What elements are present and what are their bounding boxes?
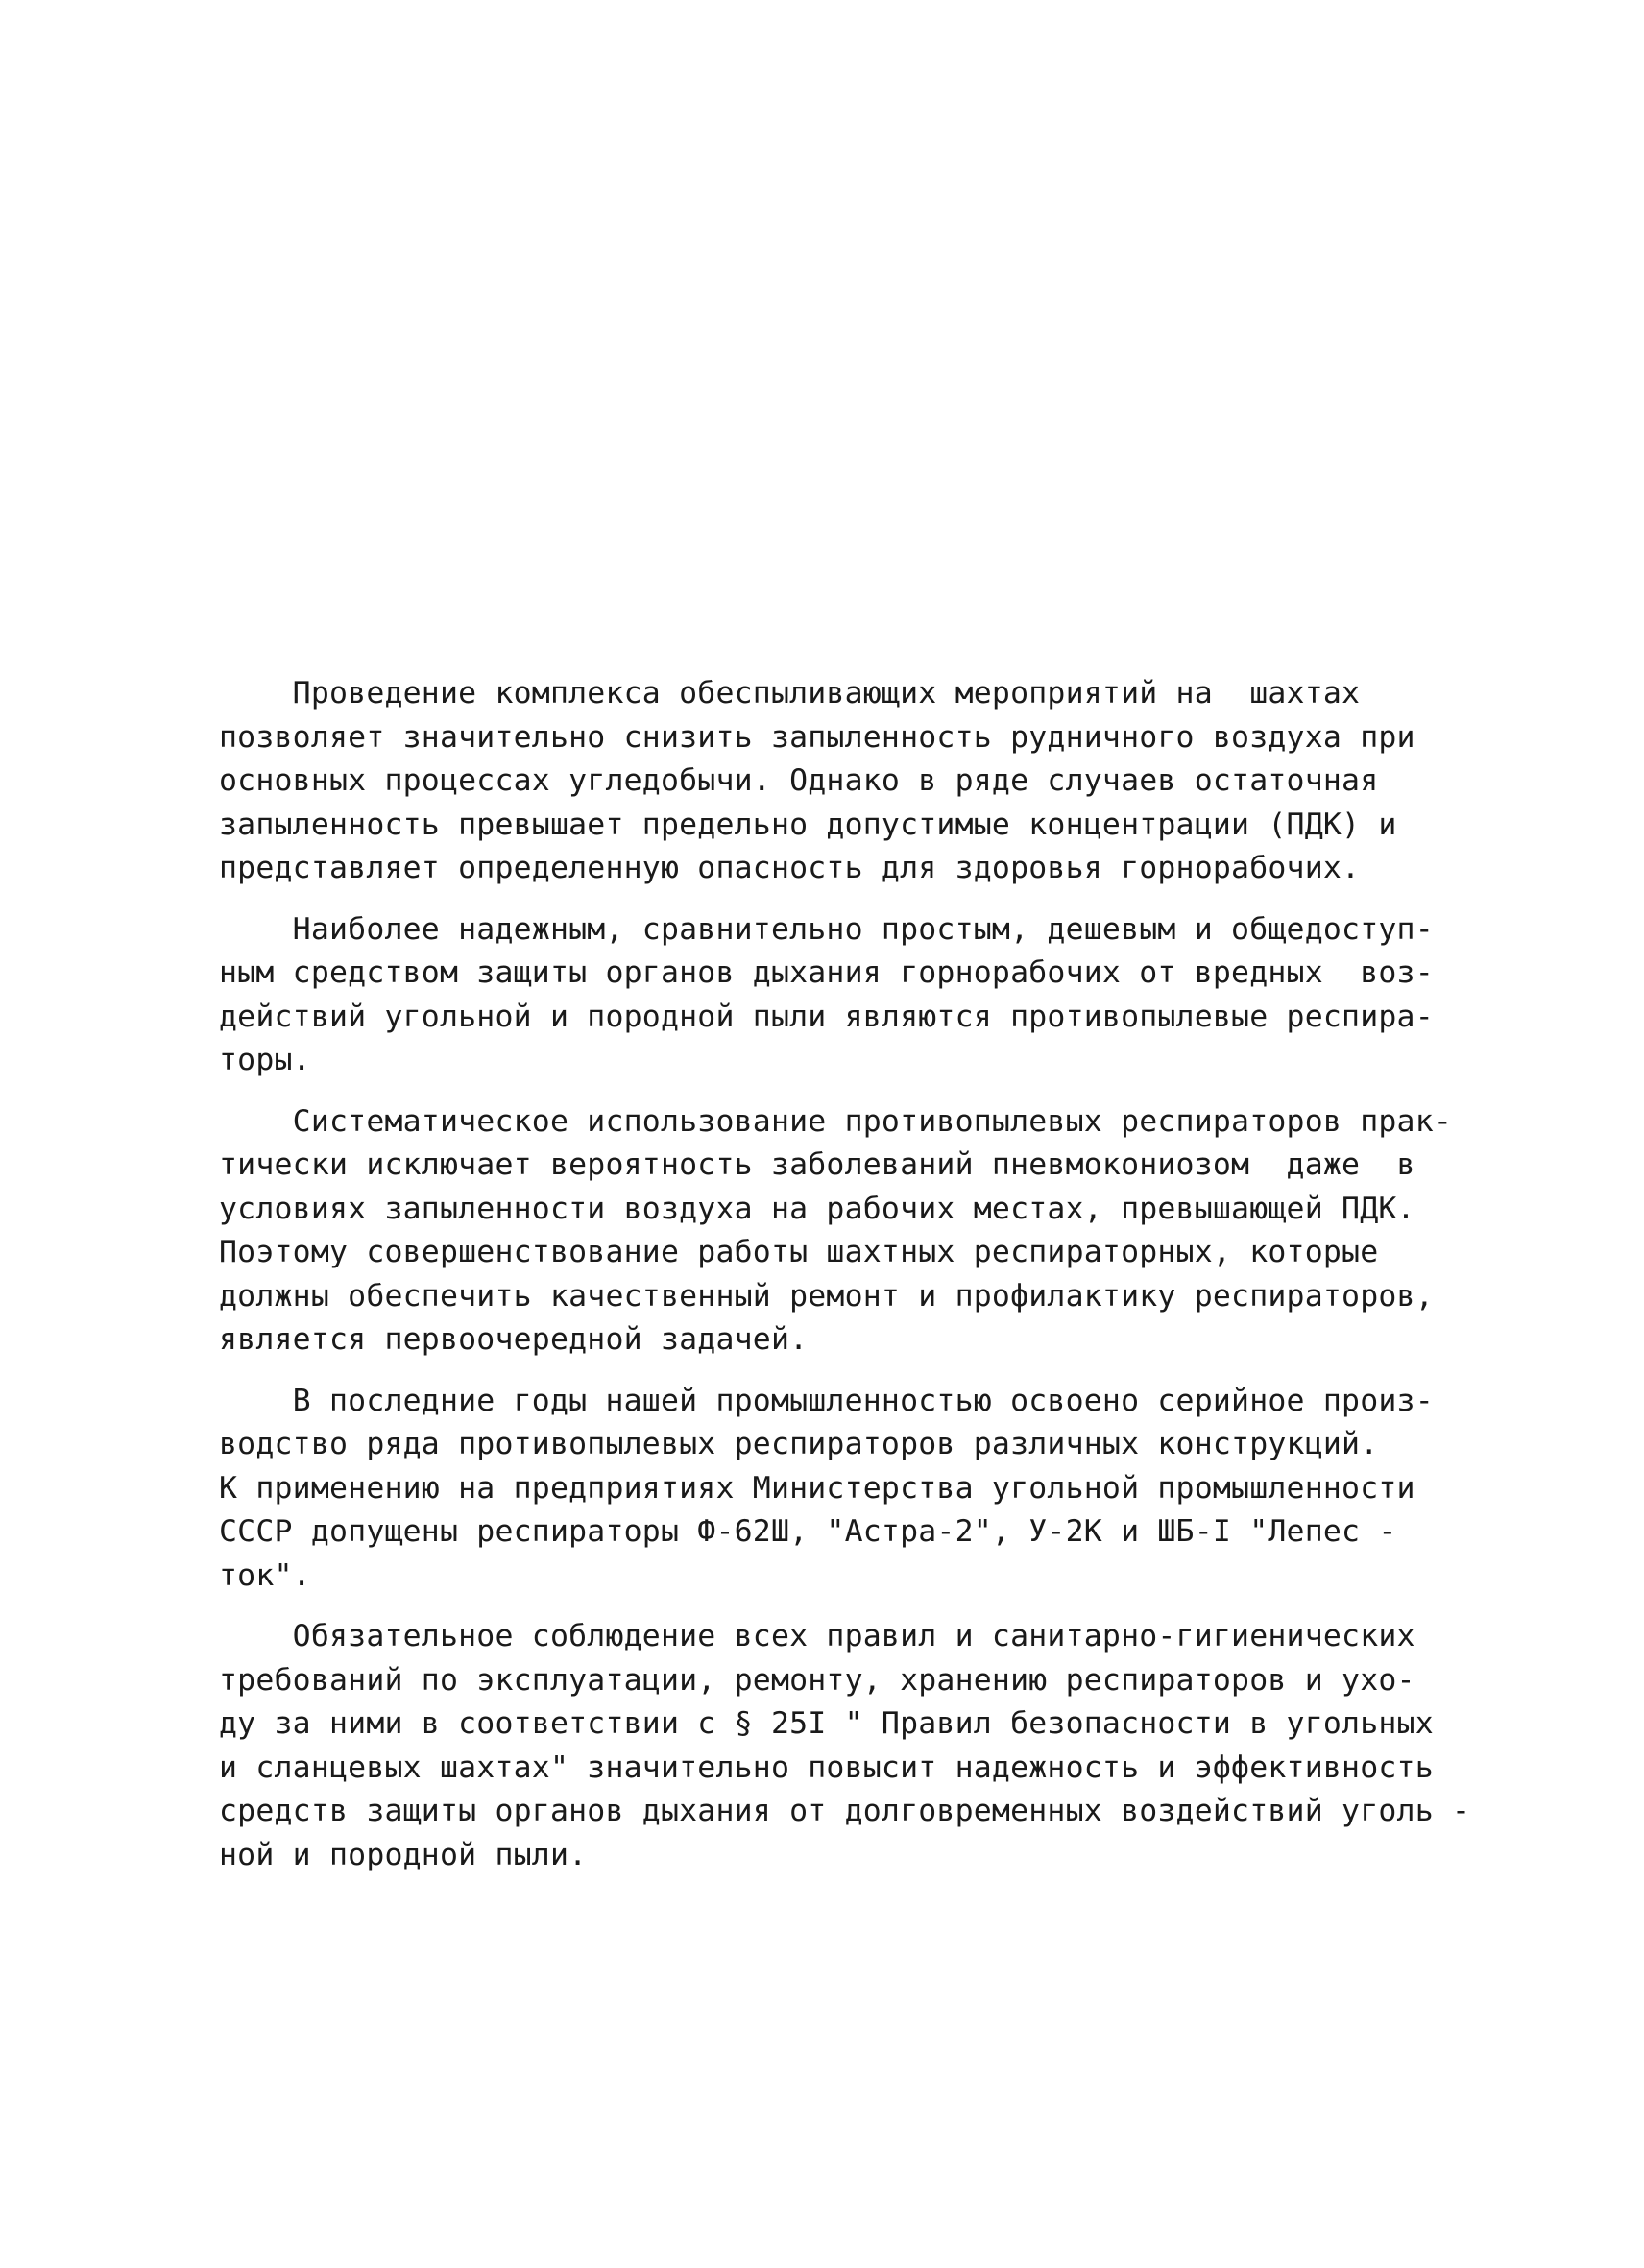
text-line: средств защиты органов дыхания от долговременных воздействий уголь - xyxy=(219,1794,1471,1828)
text-line: действий угольной и породной пыли являются противопылевые респира- xyxy=(219,999,1434,1034)
text-line: СССР допущены респираторы Ф-62Ш, "Астра-2", У-2К и ШБ-I "Лепес - xyxy=(219,1514,1397,1549)
text-line: Проведение комплекса обеспыливающих мероприятий на шахтах xyxy=(219,676,1361,711)
paragraph-dust-control xyxy=(219,672,1467,891)
text-line: ной и породной пыли. xyxy=(219,1837,588,1872)
text-line: требований по эксплуатации, ремонту, хранению респираторов и ухо- xyxy=(219,1662,1415,1698)
text-line: В последние годы нашей промышленностью освоено серийное произ- xyxy=(219,1383,1434,1418)
text-line: торы. xyxy=(219,1043,311,1077)
text-line: Систематическое использование противопылевых респираторов прак- xyxy=(219,1103,1453,1139)
paragraph-production xyxy=(219,1380,1467,1599)
text-line: ду за ними в соответствии с § 25I " Правил безопасности в угольных xyxy=(219,1706,1434,1741)
paragraph-systematic-use xyxy=(219,1100,1467,1363)
text-line: должны обеспечить качественный ремонт и профилактику респираторов, xyxy=(219,1278,1434,1314)
text-line: позволяет значительно снизить запыленность рудничного воздуха при xyxy=(219,719,1415,755)
text-line: запыленность превышает предельно допустимые концентрации (ПДК) и xyxy=(219,807,1397,842)
text-line: представляет определенную опасность для здоровья горнорабочих. xyxy=(219,851,1361,885)
text-line: и сланцевых шахтах" значительно повысит надежность и эффективность xyxy=(219,1749,1434,1785)
text-line: основных процессах угледобычи. Однако в ряде случаев остаточная xyxy=(219,763,1379,798)
text-line: является первоочередной задачей. xyxy=(219,1322,809,1357)
text-line: тически исключает вероятность заболеваний пневмокониозом даже в xyxy=(219,1147,1415,1182)
paragraph-respirators xyxy=(219,908,1467,1083)
text-line: К применению на предприятиях Министерства угольной промышленности xyxy=(219,1470,1415,1506)
text-line: Поэтому совершенствование работы шахтных респираторных, которые xyxy=(219,1235,1379,1269)
paragraph-rules-compliance xyxy=(219,1615,1471,1877)
text-line: водство ряда противопылевых респираторов различных конструкций. xyxy=(219,1427,1379,1461)
text-line: ным средством защиты органов дыхания горнорабочих от вредных воз- xyxy=(219,955,1434,990)
body-text xyxy=(219,672,1471,1894)
text-line: ток". xyxy=(219,1557,311,1593)
text-line: Обязательное соблюдение всех правил и санитарно-гигиенических xyxy=(219,1619,1415,1653)
text-line: условиях запыленности воздуха на рабочих местах, превышающей ПДК. xyxy=(219,1191,1415,1226)
text-line: Наиболее надежным, сравнительно простым, дешевым и общедоступ- xyxy=(219,911,1434,947)
